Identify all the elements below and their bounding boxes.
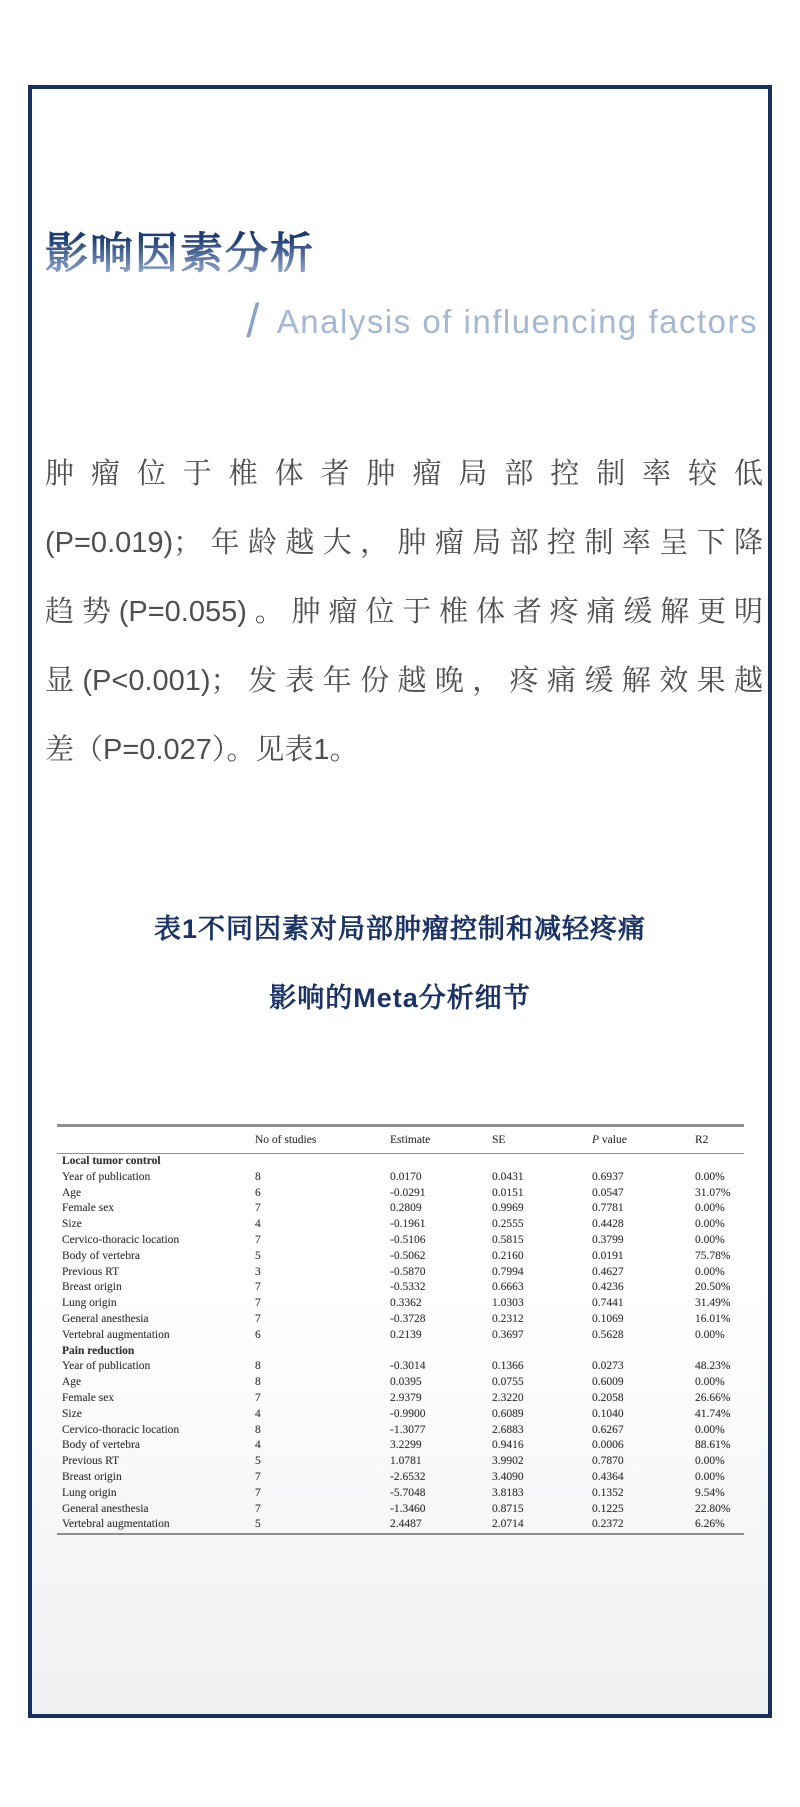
table-cell: 6.26% xyxy=(695,1517,744,1534)
table-cell: 7 xyxy=(255,1281,261,1294)
table-cell: 3.2299 xyxy=(390,1439,422,1452)
table-row xyxy=(57,1280,744,1296)
table-cell: 8 xyxy=(255,1423,261,1436)
table-cell: 2.3220 xyxy=(492,1391,524,1404)
table-cell: Lung origin xyxy=(62,1486,117,1499)
table-cell: 7 xyxy=(255,1391,261,1404)
table-cell: Size xyxy=(62,1218,82,1231)
table-cell: Cervico-thoracic location xyxy=(62,1423,180,1436)
table-cell: -0.1961 xyxy=(390,1218,426,1231)
table-cell: 0.6009 xyxy=(592,1376,624,1389)
table-cell: 7 xyxy=(255,1312,261,1325)
table-cell: 0.3799 xyxy=(592,1233,624,1246)
page-subtitle-text: Analysis of influencing factors xyxy=(276,303,758,340)
table-cell: 2.9379 xyxy=(390,1391,422,1404)
table-cell: 0.7870 xyxy=(592,1455,624,1468)
table-row xyxy=(57,1312,744,1328)
table-cell: -0.5870 xyxy=(390,1265,426,1278)
column-header: No of studies xyxy=(255,1126,390,1154)
table-cell: Body of vertebra xyxy=(62,1439,140,1452)
table-cell: 0.00% xyxy=(695,1233,725,1246)
table-cell: -2.6532 xyxy=(390,1470,426,1483)
table-cell: 22.80% xyxy=(695,1502,731,1515)
table-caption xyxy=(32,895,768,1033)
table-cell: 0.00% xyxy=(695,1170,725,1183)
table-cell: -0.3014 xyxy=(390,1360,426,1373)
table-cell: 5 xyxy=(255,1249,261,1262)
table-cell: 4 xyxy=(255,1218,261,1231)
table-cell: 0.4428 xyxy=(592,1218,624,1231)
table-row xyxy=(57,1217,744,1233)
body-paragraph xyxy=(45,440,763,785)
paragraph-line: 差（P=0.027）。见表1。 xyxy=(45,734,359,766)
table-cell: 0.0151 xyxy=(492,1186,524,1199)
table-cell: 0.2058 xyxy=(592,1391,624,1404)
table-cell: 9.54% xyxy=(695,1486,725,1499)
table-caption-line-2: 影响的Meta分析细节 xyxy=(269,983,531,1013)
column-header xyxy=(57,1126,255,1154)
table-cell: 0.6663 xyxy=(492,1281,524,1294)
table-caption-line-1: 表1不同因素对局部肿瘤控制和减轻疼痛 xyxy=(153,914,646,944)
table-cell: 1.0303 xyxy=(492,1297,524,1310)
table-cell: 0.3362 xyxy=(390,1297,422,1310)
table-cell: Breast origin xyxy=(62,1470,122,1483)
column-header: SE xyxy=(492,1126,592,1154)
table-cell: 3.9902 xyxy=(492,1455,524,1468)
table-row xyxy=(57,1470,744,1486)
table-cell: 0.1352 xyxy=(592,1486,624,1499)
table-cell: 7 xyxy=(255,1486,261,1499)
table-cell: -0.0291 xyxy=(390,1186,426,1199)
table-cell: 0.2555 xyxy=(492,1218,524,1231)
table-cell: 7 xyxy=(255,1502,261,1515)
table-cell: 8 xyxy=(255,1376,261,1389)
table-cell: 31.07% xyxy=(695,1186,731,1199)
table-cell: 5 xyxy=(255,1455,261,1468)
table-cell: 0.6267 xyxy=(592,1423,624,1436)
table-cell: 26.66% xyxy=(695,1391,731,1404)
table-row xyxy=(57,1201,744,1217)
table-cell: -0.3728 xyxy=(390,1312,426,1325)
table-cell: 3.4090 xyxy=(492,1470,524,1483)
table-section-row xyxy=(57,1154,744,1170)
table-cell: 0.00% xyxy=(695,1470,725,1483)
table-cell: Previous RT xyxy=(62,1265,120,1278)
table-cell: 0.00% xyxy=(695,1265,725,1278)
table-section-label: Local tumor control xyxy=(62,1155,161,1167)
table-cell: Age xyxy=(62,1186,82,1199)
table-cell: 0.00% xyxy=(695,1202,725,1215)
table-cell: Lung origin xyxy=(62,1297,117,1310)
table-cell: 0.7441 xyxy=(592,1297,624,1310)
table-cell: 2.4487 xyxy=(390,1517,492,1534)
table-row xyxy=(57,1375,744,1391)
table-cell: General anesthesia xyxy=(62,1312,149,1325)
table-cell: 3 xyxy=(255,1265,261,1278)
table-cell: Breast origin xyxy=(62,1281,122,1294)
table-cell: 0.6089 xyxy=(492,1407,524,1420)
table-cell: 0.8715 xyxy=(492,1502,524,1515)
table-cell: 0.00% xyxy=(695,1455,725,1468)
table-cell: 0.2809 xyxy=(390,1202,422,1215)
table-cell: 6 xyxy=(255,1328,261,1341)
table-cell: 16.01% xyxy=(695,1312,731,1325)
content-card xyxy=(28,85,772,1718)
meta-table-head xyxy=(57,1126,744,1154)
table-cell: 0.6937 xyxy=(592,1170,624,1183)
table-row xyxy=(57,1265,744,1281)
table-cell: 8 xyxy=(255,1360,261,1373)
table-cell: 0.1069 xyxy=(592,1312,624,1325)
table-cell: 3.8183 xyxy=(492,1486,524,1499)
table-cell: 7 xyxy=(255,1233,261,1246)
table-cell: 0.9416 xyxy=(492,1439,524,1452)
table-cell: -0.5106 xyxy=(390,1233,426,1246)
table-cell: 0.4364 xyxy=(592,1470,624,1483)
table-cell: Female sex xyxy=(62,1391,115,1404)
table-cell: Female sex xyxy=(62,1202,115,1215)
table-cell: 4 xyxy=(255,1407,261,1420)
table-cell: 0.0170 xyxy=(390,1170,422,1183)
table-cell: 0.3697 xyxy=(492,1328,524,1341)
table-cell: 31.49% xyxy=(695,1297,731,1310)
table-row xyxy=(57,1186,744,1202)
table-cell: -1.3460 xyxy=(390,1502,426,1515)
table-cell: 7 xyxy=(255,1202,261,1215)
table-cell: 0.1366 xyxy=(492,1360,524,1373)
table-cell: 0.2312 xyxy=(492,1312,524,1325)
table-cell: 7 xyxy=(255,1297,261,1310)
table-cell: Previous RT xyxy=(62,1455,120,1468)
table-cell: 88.61% xyxy=(695,1439,731,1452)
table-cell: 0.1225 xyxy=(592,1502,624,1515)
table-cell: 0.4627 xyxy=(592,1265,624,1278)
table-cell: Size xyxy=(62,1407,82,1420)
table-row xyxy=(57,1502,744,1518)
table-row xyxy=(57,1249,744,1265)
meta-analysis-table xyxy=(57,1124,744,1535)
table-cell: 6 xyxy=(255,1186,261,1199)
table-row xyxy=(57,1486,744,1502)
table-row xyxy=(57,1391,744,1407)
table-row xyxy=(57,1233,744,1249)
meta-table-head-row xyxy=(57,1126,744,1154)
page-subtitle xyxy=(246,289,758,347)
table-cell: 0.0395 xyxy=(390,1376,422,1389)
table-row xyxy=(57,1407,744,1423)
meta-table-body xyxy=(57,1154,744,1535)
table-cell: -5.7048 xyxy=(390,1486,426,1499)
table-row xyxy=(57,1438,744,1454)
table-cell: Year of publication xyxy=(62,1170,151,1183)
table-cell: 0.00% xyxy=(695,1376,725,1389)
table-cell: 0.00% xyxy=(695,1328,725,1341)
table-cell: 0.0273 xyxy=(592,1360,624,1373)
table-cell: Vertebral augmentation xyxy=(57,1517,255,1534)
table-cell: -0.5062 xyxy=(390,1249,426,1262)
table-cell: 0.0006 xyxy=(592,1439,624,1452)
paragraph-line: (P=0.019)；年龄越大，肿瘤局部控制率呈下降 xyxy=(45,527,763,559)
page-title: 影响因素分析 xyxy=(45,228,315,282)
table-cell: 0.0191 xyxy=(592,1249,624,1262)
table-cell: 0.0547 xyxy=(592,1186,624,1199)
table-cell: Body of vertebra xyxy=(62,1249,140,1262)
table-cell: General anesthesia xyxy=(62,1502,149,1515)
table-cell: 0.2139 xyxy=(390,1328,422,1341)
paragraph-line: 肿瘤位于椎体者肿瘤局部控制率较低 xyxy=(45,458,763,490)
table-cell: 2.0714 xyxy=(492,1517,592,1534)
table-cell: 0.0755 xyxy=(492,1376,524,1389)
table-cell: 0.7994 xyxy=(492,1265,524,1278)
table-cell: 0.7781 xyxy=(592,1202,624,1215)
table-cell: -0.5332 xyxy=(390,1281,426,1294)
table-cell: Vertebral augmentation xyxy=(62,1328,170,1341)
table-cell: 0.0431 xyxy=(492,1170,524,1183)
table-cell: 41.74% xyxy=(695,1407,731,1420)
table-cell: 0.2372 xyxy=(592,1517,695,1534)
table-cell: 0.9969 xyxy=(492,1202,524,1215)
paragraph-line: 趋势(P=0.055)。肿瘤位于椎体者疼痛缓解更明 xyxy=(45,596,763,628)
table-row xyxy=(57,1517,744,1534)
table-cell: 0.5815 xyxy=(492,1233,524,1246)
table-cell: 2.6883 xyxy=(492,1423,524,1436)
table-cell: 8 xyxy=(255,1170,261,1183)
column-header: P value xyxy=(592,1126,695,1154)
table-cell: 0.00% xyxy=(695,1218,725,1231)
table-row xyxy=(57,1423,744,1439)
table-row xyxy=(57,1359,744,1375)
table-cell: 1.0781 xyxy=(390,1455,422,1468)
table-cell: 5 xyxy=(255,1517,390,1534)
table-cell: 20.50% xyxy=(695,1281,731,1294)
slash-decoration: / xyxy=(246,294,261,347)
table-cell: -0.9900 xyxy=(390,1407,426,1420)
table-cell: 75.78% xyxy=(695,1249,731,1262)
table-cell: 4 xyxy=(255,1439,261,1452)
table-row xyxy=(57,1328,744,1344)
table-cell: 7 xyxy=(255,1470,261,1483)
table-section-label: Pain reduction xyxy=(62,1344,135,1357)
table-cell: 0.1040 xyxy=(592,1407,624,1420)
table-cell: 0.2160 xyxy=(492,1249,524,1262)
table-cell: 0.00% xyxy=(695,1423,725,1436)
column-header: R2 xyxy=(695,1126,744,1154)
table-cell: Cervico-thoracic location xyxy=(62,1233,180,1246)
table-row xyxy=(57,1454,744,1470)
column-header: Estimate xyxy=(390,1126,492,1154)
table-cell: 48.23% xyxy=(695,1360,731,1373)
table-row xyxy=(57,1170,744,1186)
table-section-row xyxy=(57,1344,744,1360)
table-cell: -1.3077 xyxy=(390,1423,426,1436)
paragraph-line: 显(P<0.001)；发表年份越晚，疼痛缓解效果越 xyxy=(45,665,763,697)
table-cell: Year of publication xyxy=(62,1360,151,1373)
table-cell: Age xyxy=(62,1376,82,1389)
table-row xyxy=(57,1296,744,1312)
table-cell: 0.5628 xyxy=(592,1328,624,1341)
table-cell: 0.4236 xyxy=(592,1281,624,1294)
